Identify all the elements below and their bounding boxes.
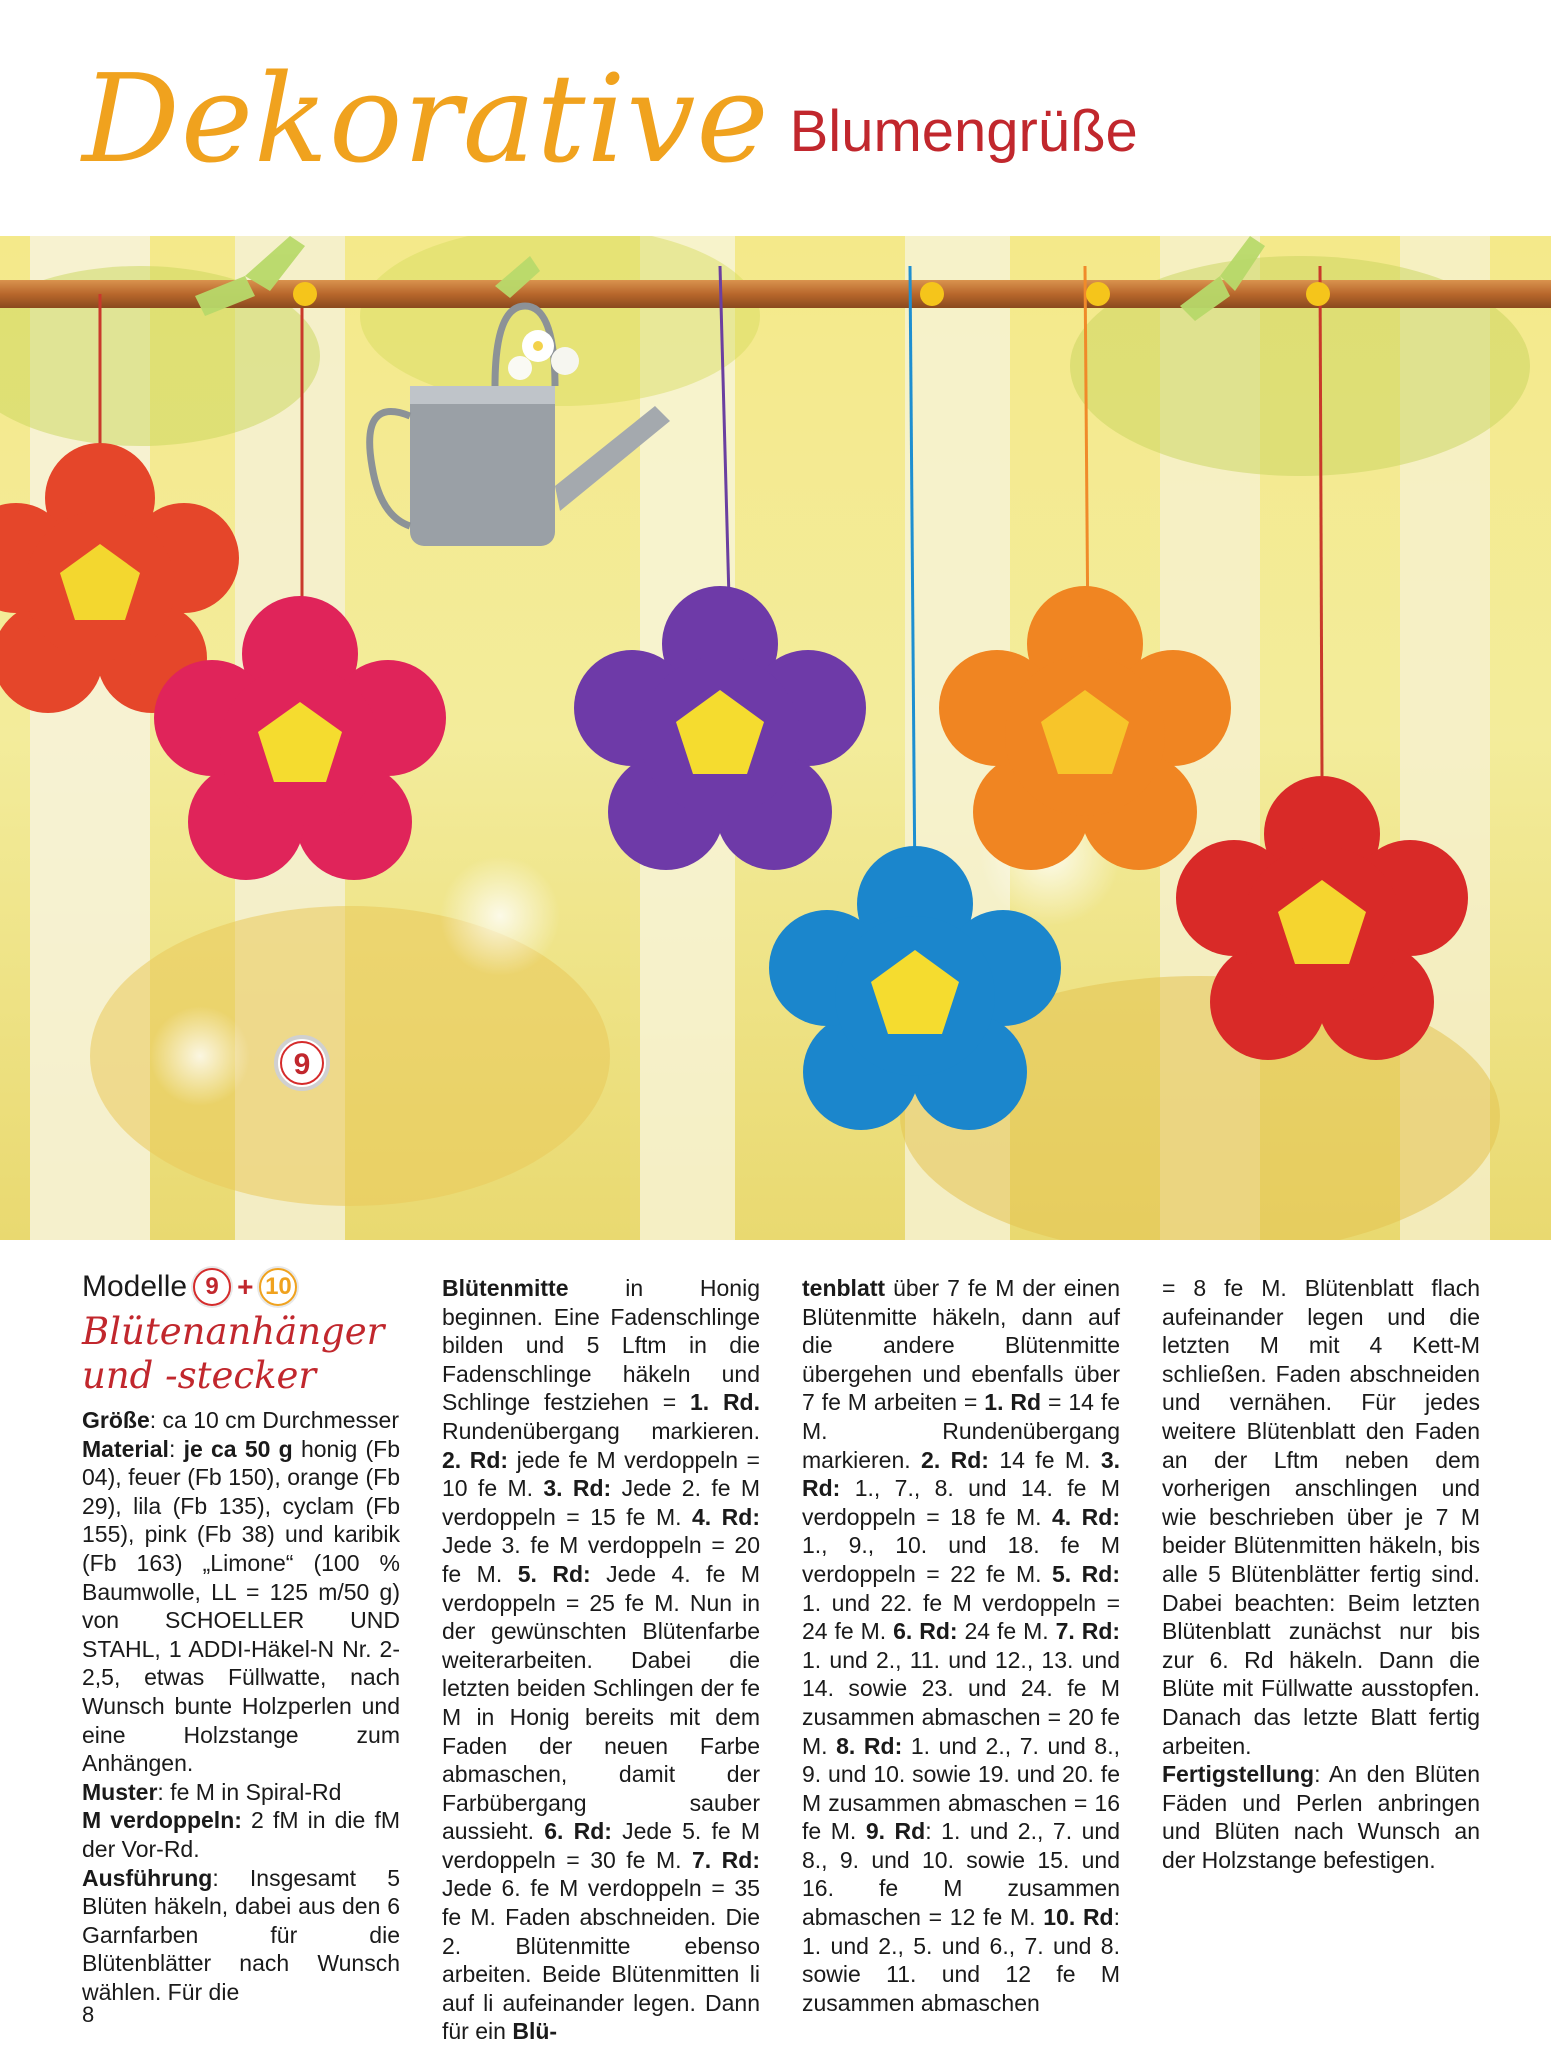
page-number: 8	[82, 2002, 95, 2027]
column-2	[442, 1274, 760, 2046]
column-4-text: = 8 fe M. Blütenblatt flach aufeinander legen und die letzten M mit 4 Kett-M schließen. Faden abschneiden und vernähen. Für jedes weitere Blütenblatt den Faden an der Lftm neben dem vorherigen anschlingen und wie beschrieben über je 7 M beider Blütenmitten häkeln, bis alle 5 Blütenblätter fertig sind. Dabei beachten: Beim letzten Blütenblatt zunächst nur bis zur 6. Rd häkeln. Dann die Blüte mit Füllwatte ausstopfen. Danach das letzte Blatt fertig arbeiten.	[1162, 1275, 1480, 1759]
badge-10: 10	[259, 1268, 297, 1306]
column-3-text: tenblatt über 7 fe M der einen Blütenmitte häkeln, dann auf die andere Blütenmitte übergehen und ebenfalls über 7 fe M arbeiten = 1. Rd = 14 fe M. Rundenübergang markieren. 2. Rd: 14 fe M. 3. Rd: 1., 7., 8. und 14. fe M verdoppeln = 18 fe M. 4. Rd: 1., 9., 10. und 18. fe M verdoppeln = 22 fe M. 5. Rd: 1. und 22. fe M verdoppeln = 24 fe M. 6. Rd: 24 fe M. 7. Rd: 1. und 2., 11. und 12., 13. und 14. sowie 23. und 24. fe M zusammen abmaschen = 20 fe M. 8. Rd: 1. und 2., 7. und 8., 9. und 10. sowie 19. und 20. fe M zusammen abmaschen = 16 fe M. 9. Rd: 1. und 2., 7. und 8., 9. und 10. sowie 15. und 16. fe M zusammen abmaschen = 12 fe M. 10. Rd: 1. und 2., 5. und 6., 7. und 8. sowie 11. und 12 fe M zusammen abmaschen	[802, 1275, 1121, 2016]
column-4	[1162, 1274, 1480, 1874]
execution-paragraph: Ausführung: Insgesamt 5 Blüten häkeln, dabei aus den 6 Garnfarben für die Blütenblätter nach Wunsch wählen. Für die	[82, 1864, 400, 2005]
model-badge-label: 9	[293, 1048, 311, 1081]
size-paragraph: Größe: ca 10 cm Durchmesser	[82, 1407, 399, 1433]
subtitle	[82, 1310, 400, 1398]
column-2-text: Blütenmitte in Honig beginnen. Eine Fadenschlinge bilden und 5 Lftm in die Fadenschlinge häkeln und Schlinge festziehen = 1. Rd. Rundenübergang markieren. 2. Rd: jede fe M verdoppeln = 10 fe M. 3. Rd: Jede 2. fe M verdoppeln = 15 fe M. 4. Rd: Jede 3. fe M verdoppeln = 20 fe M. 5. Rd: Jede 4. fe M verdoppeln = 25 fe M. Nun in der gewünschten Blütenfarbe weiterarbeiten. Dabei die letzten beiden Schlingen der fe M in Honig bereits mit dem Faden der neuen Farbe abmaschen, damit der Farbübergang sauber aussieht. 6. Rd: Jede 5. fe M verdoppeln = 30 fe M. 7. Rd: Jede 6. fe M verdoppeln = 35 fe M. Faden abschneiden. Die 2. Blütenmitte ebenso arbeiten. Beide Blütenmitten li auf li aufeinander legen. Dann für ein Blü-	[442, 1275, 761, 2045]
instructions	[82, 1268, 1482, 2045]
modelle-label: Modelle	[82, 1269, 188, 1303]
modelle-heading	[82, 1268, 400, 1306]
model-badge	[276, 1037, 328, 1089]
subtitle-line-2: und -stecker	[82, 1354, 317, 1397]
column-1	[82, 1268, 400, 2006]
hero-photo	[0, 236, 1551, 1240]
pattern-paragraph: Muster: fe M in Spiral-Rd	[82, 1778, 342, 1805]
subtitle-line-1: Blütenanhänger	[82, 1310, 385, 1353]
finishing-paragraph: Fertigstellung: An den Blüten Fäden und Perlen anbringen und Blüten nach Wunsch an der Holzstange befestigen.	[1162, 1761, 1480, 1873]
badge-9: 9	[193, 1268, 231, 1306]
double-paragraph: M verdoppeln: 2 fM in die fM der Vor-Rd.	[82, 1807, 401, 1862]
page-title	[82, 48, 1138, 190]
plus-sign: +	[237, 1270, 254, 1302]
material-paragraph: Material: je ca 50 g honig (Fb 04), feuer (Fb 150), orange (Fb 29), lila (Fb 135), cyclam (Fb 155), pink (Fb 38) und karibik (Fb 163) „Limone“ (100 % Baumwolle, LL = 125 m/50 g) von SCHOELLER UND STAHL, 1 ADDI-Häkel-N Nr. 2-2,5, etwas Füllwatte, nach Wunsch bunte Holzperlen und eine Holzstange zum Anhängen.	[82, 1435, 400, 1777]
title-plain: Blumengrüße	[789, 99, 1138, 164]
column-3	[802, 1274, 1120, 2017]
title-script: Dekorative	[82, 48, 770, 190]
